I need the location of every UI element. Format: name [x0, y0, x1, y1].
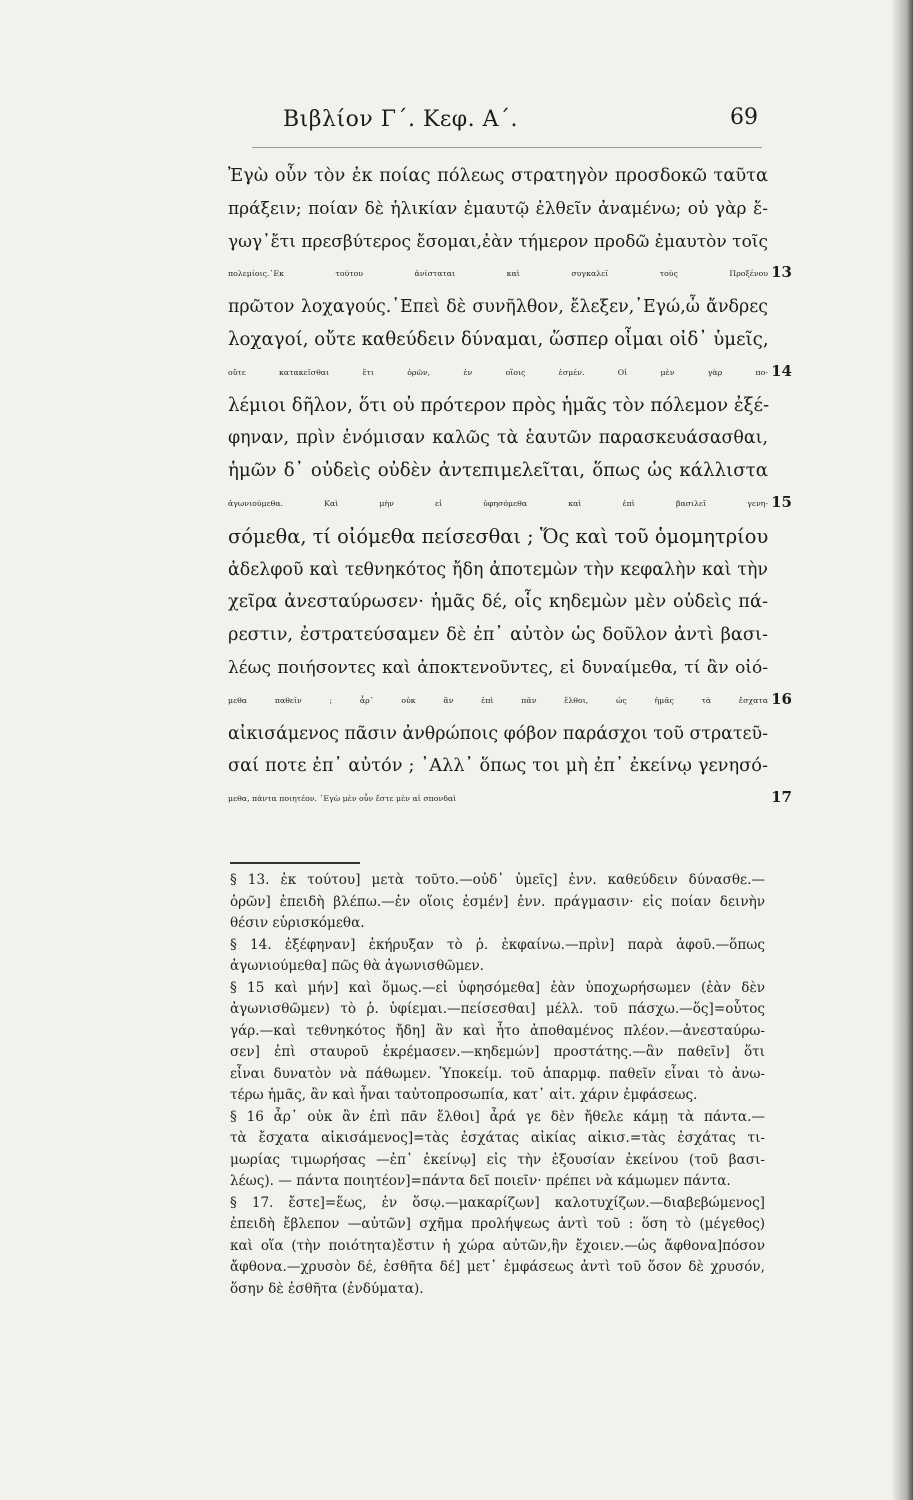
running-head: Βιβλίον Γ΄. Κεφ. Α΄.: [283, 107, 519, 132]
text-line: ἡμῶν δ᾽ οὐδεὶς οὐδὲν ἀντεπιμελεῖται, ὅπως ὡς κάλλιστα: [228, 460, 768, 482]
text-line-content: πολεμίοις.᾽Εκ τούτου ἀνίσταται καὶ συγκαλεῖ τοὺς Προξένου: [228, 269, 768, 279]
commentary-notes: [230, 870, 765, 1300]
note-line: λέως). — πάντα ποιητέον]=πάντα δεῖ ποιεῖν· πρέπει νὰ κάμωμεν πάντα.: [230, 1173, 731, 1189]
note-line: ἀγωνιούμεθα] πῶς θὰ ἀγωνισθῶμεν.: [230, 958, 484, 974]
text-line: ρεστιν, ἐστρατεύσαμεν δὲ ἐπ᾽ αὐτὸν ὡς δοῦλον ἀντὶ βασι-: [228, 624, 768, 646]
section-number: 17: [771, 788, 792, 807]
note-line: § 13. ἐκ τούτου] μετὰ τοῦτο.—οὐδ᾽ ὑμεῖς] ἐνν. καθεύδειν δύνασθε.—: [230, 872, 765, 888]
note-line: § 17. ἔστε]=ἕως, ἐν ὅσῳ.—μακαρίζων] καλοτυχίζων.—διαβεβώμενος]: [230, 1194, 765, 1211]
note-line: μωρίας τιμωρήσας —ἐπ᾽ ἐκείνῳ] εἰς τὴν ἐξουσίαν ἐκείνου (τοῦ βασι-: [230, 1151, 765, 1168]
text-line: Ἐγὼ οὖν τὸν ἐκ ποίας πόλεως στρατηγὸν προσδοκῶ ταῦτα: [228, 165, 768, 186]
note-line: ἐπειδὴ ἔβλεπον —αὐτῶν] σχῆμα προλήψεως ἀντὶ τοῦ : ὅση τὸ (μέγεθος): [230, 1216, 765, 1232]
main-text: [228, 160, 792, 816]
text-line-content: ἀγωνιούμεθα. Καὶ μὴν εἰ ὑφησόμεθα καὶ ἐπὶ βασιλεῖ γενη-: [228, 498, 768, 508]
text-line: ἀδελφοῦ καὶ τεθνηκότος ἤδη ἀποτεμὼν τὴν κεφαλὴν καὶ τὴν: [228, 559, 768, 580]
text-line: αἰκισάμενος πᾶσιν ἀνθρώποις φόβον παράσχοι τοῦ στρατεῦ-: [228, 723, 768, 744]
page-header: [0, 101, 913, 141]
text-line: [228, 357, 792, 390]
text-line-content: μεθα, πάντα ποιητέον. ᾽Εγὼ μὲν οὖν ἔστε μὲν αἱ σπονδαὶ: [228, 794, 457, 804]
note-line: ἀγωνισθῶμεν) τὸ ῥ. ὑφίεμαι.—πείσεσθαι] μέλλ. τοῦ πάσχω.—ὅς]=οὗτος: [230, 1001, 765, 1017]
text-line: λέμιοι δῆλον, ὅτι οὐ πρότερον πρὸς ἡμᾶς τὸν πόλεμον ἐξέ-: [228, 394, 770, 416]
text-line: λοχαγοί, οὔτε καθεύδειν δύναμαι, ὥσπερ οἶμαι οἰδ᾽ ὑμεῖς,: [228, 328, 769, 350]
text-line: [228, 783, 792, 816]
text-line-content: μεθα παθεῖν ; ἆρ᾽ οὐκ ἂν ἐπὶ πᾶν ἔλθοι, ὡς ἡμᾶς τὰ ἔσχατα: [228, 695, 768, 705]
text-line: πρῶτον λοχαγούς.᾽Επεὶ δὲ συνῆλθον, ἔλεξεν,᾽Εγώ,ὦ ἄνδρες: [228, 297, 768, 318]
note-line: καὶ οἵα (τὴν ποιότητα)ἔστιν ἡ χώρα αὐτῶν,ἣν ἔχοιεν.—ὡς ἄφθονα]πόσον: [230, 1237, 765, 1254]
text-line-content: οὔτε κατακεῖσθαι ἔτι ὁρῶν, ἐν οἵοις ἐσμέν. Οἱ μὲν γὰρ πο-: [228, 367, 768, 377]
note-line: τέρω ἡμᾶς, ἂν καὶ ἦναι ταὐτοπροσωπία, κατ᾽ αἰτ. χάριν ἐμφάσεως.: [230, 1087, 698, 1103]
text-line: [228, 258, 792, 291]
section-number: 15: [771, 492, 792, 511]
note-line: εἶναι δυνατὸν νὰ πάθωμεν. Ὑποκείμ. τοῦ ἀπαρμφ. παθεῖν εἶναι τὸ ἀνω-: [230, 1065, 765, 1082]
text-line: σόμεθα, τί οἰόμεθα πείσεσθαι ; Ὅς καὶ τοῦ ὁμομητρίου: [228, 524, 769, 548]
header-rule: [252, 147, 762, 148]
text-line: σαί ποτε ἐπ᾽ αὐτόν ; ᾽Αλλ᾽ ὅπως τοι μὴ ἐπ᾽ ἐκείνῳ γενησό-: [228, 755, 768, 777]
note-line: § 14. ἐξέφηναν] ἐκήρυξαν τὸ ῥ. ἐκφαίνω.—πρὶν] παρὰ ἀφοῦ.—ὅπως: [230, 936, 765, 953]
section-number: 16: [771, 689, 792, 708]
section-number: 14: [771, 361, 792, 380]
note-line: ὁρῶν] ἐπειδὴ βλέπω.—ἐν οἵοις ἐσμέν] ἐνν. πράγμασιν· εἰς ποίαν δεινὴν: [230, 893, 765, 910]
note-line: § 15 καὶ μήν] καὶ ὅμως.—εἰ ὑφησόμεθα] ἐὰν ὑποχωρήσωμεν (ἐὰν δὲν: [230, 979, 765, 996]
note-line: σεν] ἐπὶ σταυροῦ ἐκρέμασεν.—κηδεμών] προστάτης.—ἂν παθεῖν] ὅτι: [230, 1044, 765, 1060]
note-line: τὰ ἔσχατα αἰκισάμενος]=τὰς ἐσχάτας αἰκίας αἰκισ.=τὰς ἐσχάτας τι-: [230, 1130, 765, 1146]
text-line: λέως ποιήσοντες καὶ ἀποκτενοῦντες, εἰ δυναίμεθα, τί ἂν οἰό-: [228, 657, 768, 678]
text-line: πράξειν; ποίαν δὲ ἡλικίαν ἐμαυτῷ ἐλθεῖν ἀναμένω; οὐ γὰρ ἔ-: [228, 198, 768, 219]
text-line: χεῖρα ἀνεσταύρωσεν· ἡμᾶς δέ, οἷς κηδεμὼν μὲν οὐδεὶς πά-: [228, 591, 768, 613]
note-line: ἄφθονα.—χρυσὸν δέ, ἐσθῆτα δέ] μετ᾽ ἐμφάσεως ἀντὶ τοῦ ὅσον δὲ χρυσόν,: [230, 1259, 765, 1275]
text-line: γωγ᾽ἔτι πρεσβύτερος ἔσομαι,ἐὰν τήμερον προδῶ ἐμαυτὸν τοῖς: [228, 231, 768, 252]
note-line: θέσιν εὑρισκόμεθα.: [230, 915, 365, 931]
page-number: 69: [730, 105, 758, 130]
text-line: φηναν, πρὶν ἐνόμισαν καλῶς τὰ ἑαυτῶν παρασκευάσασθαι,: [228, 428, 768, 449]
text-line: [228, 488, 792, 521]
note-line: γάρ.—καὶ τεθνηκότος ἤδη] ἂν καὶ ἦτο ἀποθαμένος πλέον.—ἀνεσταύρω-: [230, 1022, 765, 1039]
note-line: ὅσην δὲ ἐσθῆτα (ἐνδύματα).: [230, 1280, 424, 1297]
section-number: 13: [771, 263, 792, 282]
text-line: [228, 685, 792, 718]
page-edge-shadow: [891, 0, 913, 1500]
note-line: § 16 ἆρ᾽ οὐκ ἂν ἐπὶ πᾶν ἔλθοι] ἆρά γε δὲν ἤθελε κάμῃ τὰ πάντα.—: [230, 1108, 765, 1125]
footnote-rule: [230, 862, 360, 864]
